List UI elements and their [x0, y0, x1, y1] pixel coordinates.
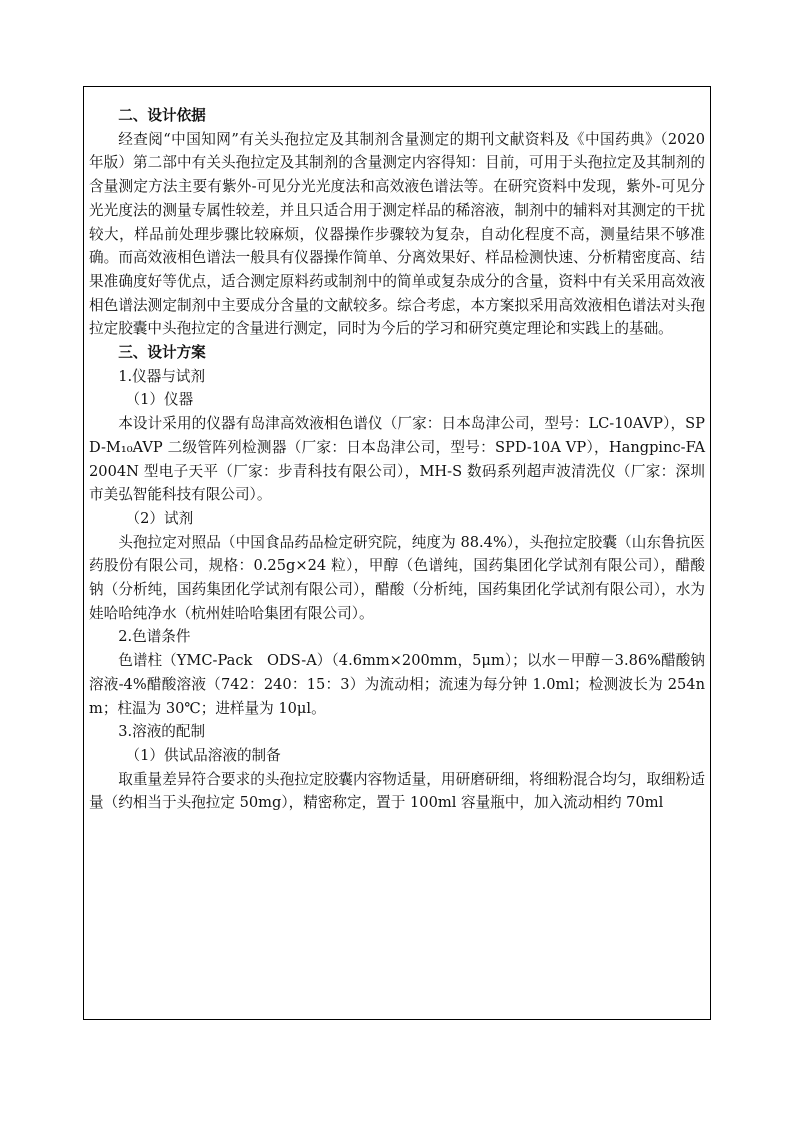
section-heading-design-basis: 二、设计依据	[118, 107, 206, 124]
subheading-test-solution-preparation: （1）供试品溶液的制备	[125, 746, 281, 764]
document-content	[89, 104, 705, 815]
paragraph-test-solution-preparation: 取重量差异符合要求的头孢拉定胶囊内容物适量，用研磨研细，将细粉混合均匀，取细粉适量（约相当于头孢拉定 50mg），精密称定，置于 100ml 容量瓶中，加入流动相约 70ml	[89, 770, 705, 812]
subheading-instruments: （1）仪器	[125, 391, 194, 409]
subheading-chromatographic-conditions: 2.色谱条件	[118, 628, 191, 646]
paragraph-chromatographic-conditions: 色谱柱（YMC-Pack ODS-A）（4.6mm×200mm，5μm）；以水－甲醇－3.86%醋酸钠溶液-4%醋酸溶液（742：240：15：3）为流动相；流速为每分钟 1.0ml；检测波长为 254nm；柱温为 30℃；进样量为 10μl。	[89, 652, 705, 717]
paragraph-reagents: 头孢拉定对照品（中国食品药品检定研究院，纯度为 88.4%），头孢拉定胶囊（山东鲁抗医药股份有限公司，规格：0.25g×24 粒），甲醇（色谱纯，国药集团化学试剂有限公司），醋酸钠（分析纯，国药集团化学试剂有限公司），醋酸（分析纯，国药集团化学试剂有限公司），水为娃哈哈纯净水（杭州娃哈哈集团有限公司）。	[89, 533, 705, 622]
paragraph-design-basis: 经查阅“中国知网”有关头孢拉定及其制剂含量测定的期刊文献资料及《中国药典》（2020 年版）第二部中有关头孢拉定及其制剂的含量测定内容得知：目前，可用于头孢拉定及其制剂的含量测定方法主要有紫外-可见分光光度法和高效液色谱法等。在研究资料中发现，紫外-可见分光光度法的测量专属性较差，并且只适合用于测定样品的稀溶液，制剂中的辅料对其测定的干扰较大，样品前处理步骤比较麻烦，仪器操作步骤较为复杂，自动化程度不高，测量结果不够准确。而高效液相色谱法一般具有仪器操作简单、分离效果好、样品检测快速、分析精密度高、结果准确度好等优点，适合测定原料药或制剂中的简单或复杂成分的含量，资料中有关采用高效液相色谱法测定制剂中主要成分含量的文献较多。综合考虑，本方案拟采用高效液相色谱法对头孢拉定胶囊中头孢拉定的含量进行测定，同时为今后的学习和研究奠定理论和实践上的基础。	[89, 130, 705, 338]
section-heading-design-plan: 三、设计方案	[118, 344, 206, 362]
paragraph-instruments: 本设计采用的仪器有岛津高效液相色谱仪（厂家：日本岛津公司，型号：LC-10AVP），SPD-M₁₀AVP 二级管阵列检测器（厂家：日本岛津公司，型号：SPD-10A VP），Hangpinc-FA2004N 型电子天平（厂家：步青科技有限公司），MH-S 数码系列超声波清洗仪（厂家：深圳市美弘智能科技有限公司）。	[89, 415, 705, 504]
document-frame	[83, 86, 711, 1020]
subheading-solution-preparation: 3.溶液的配制	[118, 723, 206, 741]
subheading-reagents: （2）试剂	[125, 509, 194, 527]
subheading-instruments-reagents: 1.仪器与试剂	[118, 367, 206, 385]
